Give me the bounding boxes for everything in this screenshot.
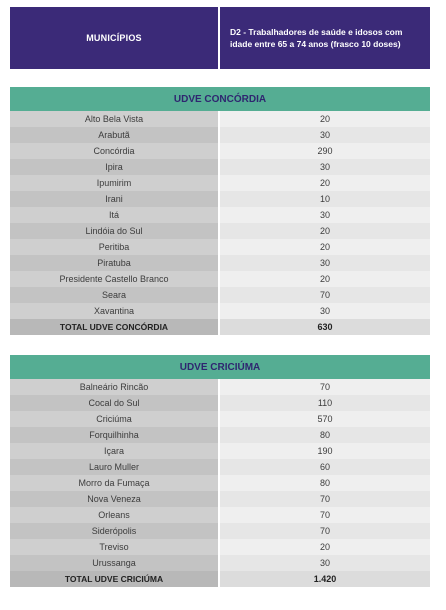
section-udve-concordia — [10, 87, 430, 335]
municipio-name: Irani — [10, 191, 218, 207]
dose-count: 70 — [220, 491, 430, 507]
municipio-name: Arabutã — [10, 127, 218, 143]
dose-count: 70 — [220, 523, 430, 539]
dose-count: 30 — [220, 303, 430, 319]
table-row — [10, 555, 430, 571]
table-row — [10, 111, 430, 127]
municipio-name: Forquilhinha — [10, 427, 218, 443]
table-row — [10, 143, 430, 159]
dose-count: 20 — [220, 539, 430, 555]
table-row — [10, 427, 430, 443]
dose-count: 190 — [220, 443, 430, 459]
table-row — [10, 539, 430, 555]
table-row — [10, 303, 430, 319]
municipio-name: Nova Veneza — [10, 491, 218, 507]
table-row — [10, 191, 430, 207]
table-row — [10, 395, 430, 411]
table-row — [10, 523, 430, 539]
dose-count: 70 — [220, 379, 430, 395]
header-dose-description: D2 - Trabalhadores de saúde e idosos com idade entre 65 a 74 anos (frasco 10 doses) — [230, 27, 403, 49]
dose-count: 20 — [220, 239, 430, 255]
municipio-name: TOTAL UDVE CONCÓRDIA — [10, 319, 218, 335]
dose-count: 30 — [220, 207, 430, 223]
dose-count: 20 — [220, 223, 430, 239]
table-row — [10, 239, 430, 255]
table-row — [10, 159, 430, 175]
table-row — [10, 223, 430, 239]
dose-count: 1.420 — [220, 571, 430, 587]
municipio-name: Criciúma — [10, 411, 218, 427]
dose-count: 570 — [220, 411, 430, 427]
dose-count: 70 — [220, 507, 430, 523]
table-row — [10, 443, 430, 459]
table-row — [10, 411, 430, 427]
table-row — [10, 491, 430, 507]
table-row — [10, 255, 430, 271]
section-udve-criciuma — [10, 355, 430, 587]
municipio-name: Cocal do Sul — [10, 395, 218, 411]
table-row — [10, 127, 430, 143]
municipio-name: Siderópolis — [10, 523, 218, 539]
municipio-name: Ipira — [10, 159, 218, 175]
dose-count: 20 — [220, 175, 430, 191]
municipio-name: Piratuba — [10, 255, 218, 271]
header-municipios: MUNICÍPIOS — [86, 33, 142, 43]
dose-count: 30 — [220, 555, 430, 571]
municipio-name: Itá — [10, 207, 218, 223]
municipio-name: Içara — [10, 443, 218, 459]
total-row — [10, 319, 430, 335]
dose-count: 20 — [220, 271, 430, 287]
municipio-name: Morro da Fumaça — [10, 475, 218, 491]
table-row — [10, 459, 430, 475]
dose-count: 110 — [220, 395, 430, 411]
municipio-name: Xavantina — [10, 303, 218, 319]
table-row — [10, 271, 430, 287]
table-row — [10, 475, 430, 491]
dose-count: 70 — [220, 287, 430, 303]
dose-count: 80 — [220, 475, 430, 491]
municipio-name: Presidente Castello Branco — [10, 271, 218, 287]
municipio-name: TOTAL UDVE CRICIÚMA — [10, 571, 218, 587]
dose-count: 630 — [220, 319, 430, 335]
municipio-name: Urussanga — [10, 555, 218, 571]
dose-count: 60 — [220, 459, 430, 475]
municipio-name: Lauro Muller — [10, 459, 218, 475]
dose-count: 20 — [220, 111, 430, 127]
table-row — [10, 287, 430, 303]
section-title: UDVE CRICIÚMA — [10, 355, 430, 379]
table-row — [10, 379, 430, 395]
municipio-name: Ipumirim — [10, 175, 218, 191]
municipio-name: Orleans — [10, 507, 218, 523]
table-header — [10, 7, 430, 69]
total-row — [10, 571, 430, 587]
section-rows — [10, 379, 430, 587]
section-title: UDVE CONCÓRDIA — [10, 87, 430, 111]
table-row — [10, 175, 430, 191]
dose-count: 10 — [220, 191, 430, 207]
municipio-name: Alto Bela Vista — [10, 111, 218, 127]
municipio-name: Seara — [10, 287, 218, 303]
dose-count: 30 — [220, 159, 430, 175]
municipio-name: Lindóia do Sul — [10, 223, 218, 239]
municipio-name: Treviso — [10, 539, 218, 555]
dose-count: 80 — [220, 427, 430, 443]
table-row — [10, 507, 430, 523]
section-rows — [10, 111, 430, 335]
dose-count: 30 — [220, 127, 430, 143]
municipio-name: Concórdia — [10, 143, 218, 159]
dose-count: 290 — [220, 143, 430, 159]
municipio-name: Balneário Rincão — [10, 379, 218, 395]
table-row — [10, 207, 430, 223]
dose-count: 30 — [220, 255, 430, 271]
municipio-name: Peritiba — [10, 239, 218, 255]
